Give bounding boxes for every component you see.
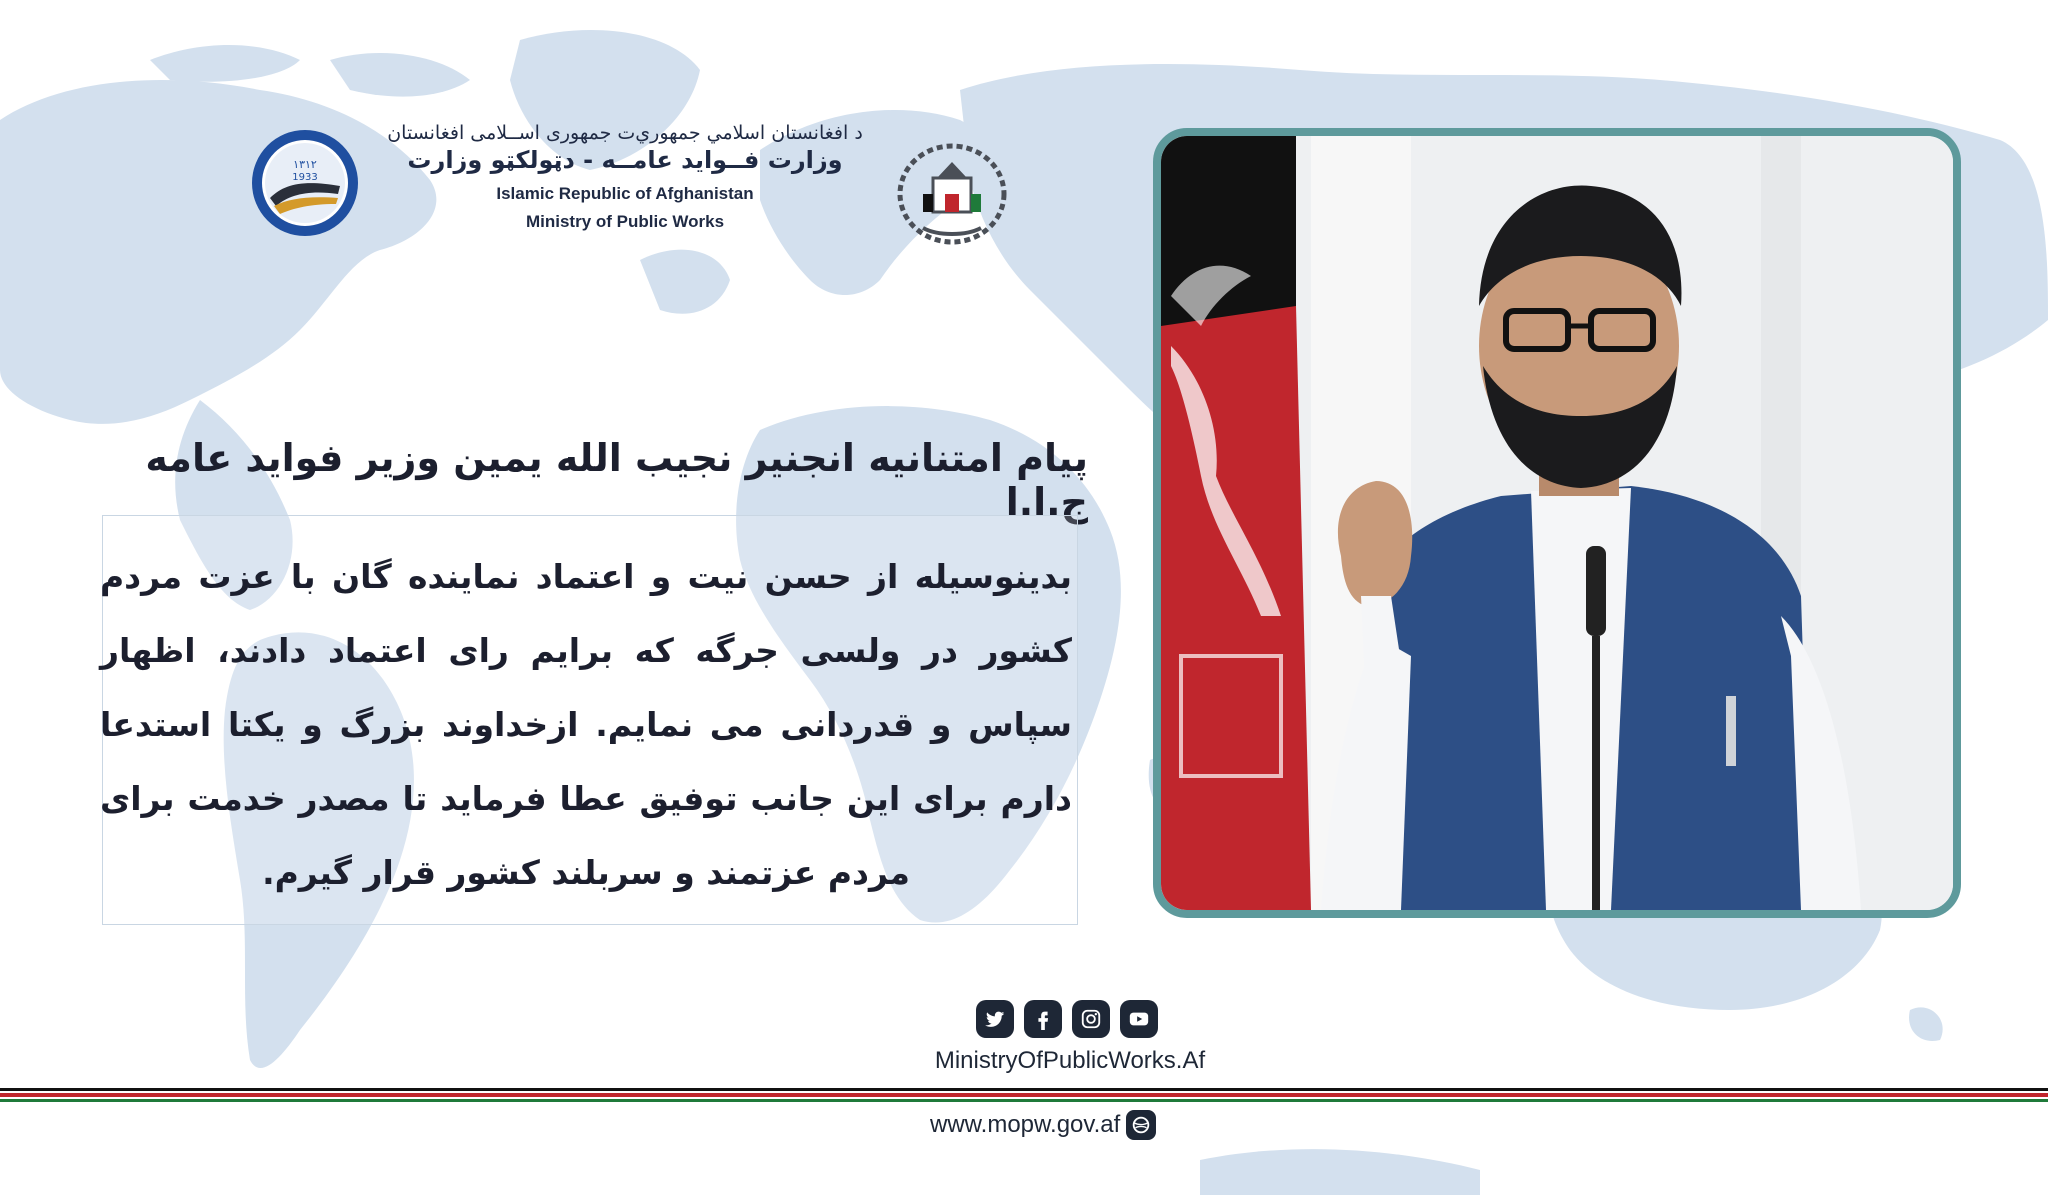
facebook-icon[interactable]	[1024, 1000, 1062, 1038]
logo-year-bottom: 1933	[292, 172, 318, 183]
minister-photo	[1161, 136, 1953, 910]
ministry-logo	[250, 128, 360, 238]
website-link[interactable]	[930, 1108, 1156, 1142]
header-line-pashto-dari: د افغانستان اسلامي جمهوري‌ت جمهوری اســلامی افغانستان	[387, 122, 863, 144]
youtube-icon[interactable]	[1120, 1000, 1158, 1038]
twitter-icon[interactable]	[976, 1000, 1014, 1038]
header-line-ministry-english: Ministry of Public Works	[525, 212, 725, 231]
logo-year-top: ۱۳۱۲	[293, 158, 317, 171]
header-line-ministry: وزارت فــواید عامــه - دټولکټو وزارت	[407, 146, 843, 174]
instagram-icon[interactable]	[1072, 1000, 1110, 1038]
minister-photo-frame	[1153, 128, 1961, 918]
social-handle[interactable]: MinistryOfPublicWorks.Af	[934, 1047, 1206, 1074]
ministry-header	[380, 122, 870, 232]
social-icons	[976, 1000, 1158, 1038]
header-line-republic: Islamic Republic of Afghanistan	[496, 184, 754, 203]
stripe-green	[0, 1099, 2048, 1102]
globe-icon	[1126, 1110, 1156, 1140]
flag-color-stripes	[0, 1088, 2048, 1102]
message-body: بدینوسیله از حسن نیت و اعتماد نماینده گان با عزت مردم کشور در ولسی جرگه که برایم رای اعتماد دادند، اظهار سپاس و قدردانی می نمایم. ازخداوند بزرگ و یکتا استدعا دارم برای این جانب توفیق عطا فرماید تا مصدر خدمت برای مردم عزتمند و سربلند کشور قرار گیرم.	[100, 557, 1072, 892]
message-title: پیام امتنانیه انجنیر نجیب الله یمین وزیر فواید عامه ج.ا.ا	[145, 436, 1088, 524]
website-url[interactable]: www.mopw.gov.af	[930, 1111, 1121, 1138]
national-emblem-icon	[893, 138, 1011, 246]
